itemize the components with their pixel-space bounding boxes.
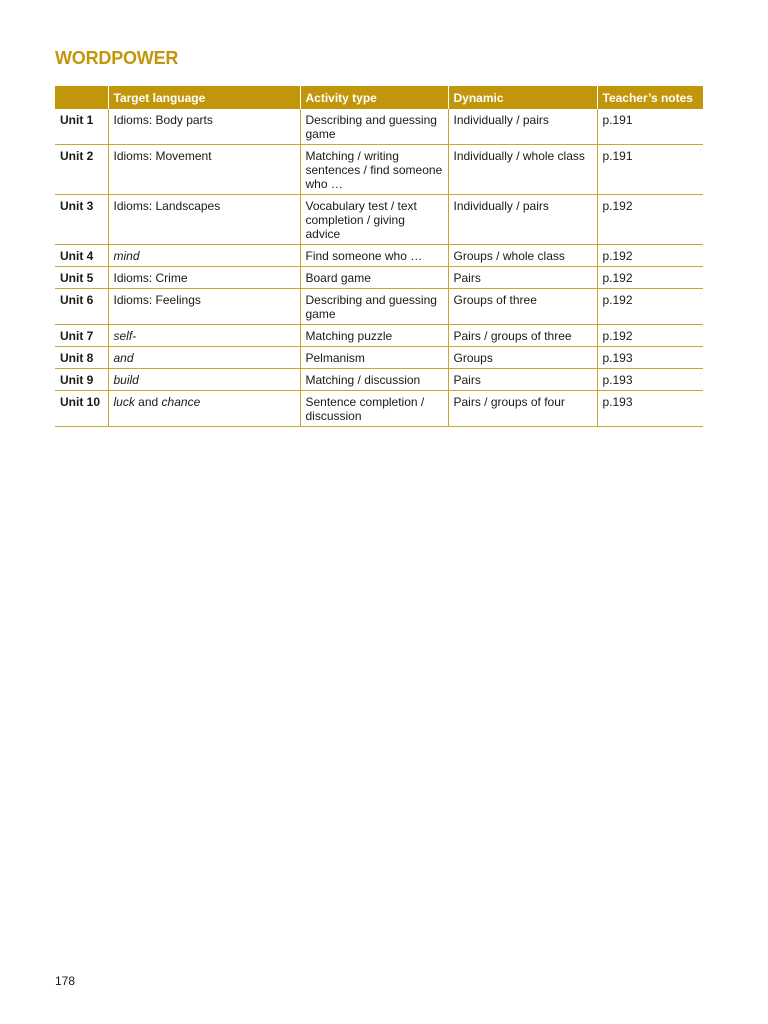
target-language-text: Idioms: Landscapes <box>113 199 221 213</box>
unit-cell: Unit 5 <box>55 267 108 289</box>
dynamic-cell: Pairs <box>448 369 597 391</box>
unit-cell: Unit 6 <box>55 289 108 325</box>
dynamic-cell: Groups <box>448 347 597 369</box>
header-target-language: Target language <box>108 86 300 109</box>
activity-type-cell: Find someone who … <box>300 245 448 267</box>
unit-cell: Unit 9 <box>55 369 108 391</box>
unit-cell: Unit 1 <box>55 109 108 145</box>
target-language-cell <box>108 325 300 347</box>
teachers-notes-cell: p.193 <box>597 369 703 391</box>
target-language-cell <box>108 289 300 325</box>
target-language-text: mind <box>113 249 140 263</box>
unit-cell: Unit 8 <box>55 347 108 369</box>
header-teachers-notes: Teacher’s notes <box>597 86 703 109</box>
target-language-cell <box>108 245 300 267</box>
activity-type-cell: Matching puzzle <box>300 325 448 347</box>
header-dynamic: Dynamic <box>448 86 597 109</box>
target-language-cell <box>108 145 300 195</box>
teachers-notes-cell: p.193 <box>597 347 703 369</box>
activity-type-cell: Describing and guessing game <box>300 289 448 325</box>
table-row <box>55 369 703 391</box>
target-language-cell <box>108 347 300 369</box>
activity-type-cell: Matching / discussion <box>300 369 448 391</box>
dynamic-cell: Groups of three <box>448 289 597 325</box>
table-row <box>55 347 703 369</box>
table-header <box>55 86 703 109</box>
dynamic-cell: Pairs / groups of three <box>448 325 597 347</box>
target-language-text: Idioms: Feelings <box>113 293 201 307</box>
dynamic-cell: Individually / pairs <box>448 195 597 245</box>
teachers-notes-cell: p.192 <box>597 245 703 267</box>
table-row <box>55 145 703 195</box>
unit-cell: Unit 4 <box>55 245 108 267</box>
section-title: WORDPOWER <box>55 48 179 68</box>
dynamic-cell: Groups / whole class <box>448 245 597 267</box>
activity-type-cell: Vocabulary test / text completion / giving advice <box>300 195 448 245</box>
table-row <box>55 195 703 245</box>
target-language-text: luck <box>113 395 135 409</box>
target-language-text: Idioms: Body parts <box>113 113 213 127</box>
teachers-notes-cell: p.191 <box>597 109 703 145</box>
target-language-text: build <box>113 373 139 387</box>
target-language-cell <box>108 391 300 427</box>
table-body <box>55 109 703 427</box>
table-row <box>55 109 703 145</box>
table-header-row <box>55 86 703 109</box>
activity-type-cell: Sentence completion / discussion <box>300 391 448 427</box>
target-language-text: Idioms: Movement <box>113 149 212 163</box>
unit-cell: Unit 10 <box>55 391 108 427</box>
dynamic-cell: Pairs / groups of four <box>448 391 597 427</box>
teachers-notes-cell: p.192 <box>597 195 703 245</box>
teachers-notes-cell: p.192 <box>597 325 703 347</box>
target-language-text: self- <box>113 329 137 343</box>
activity-type-cell: Pelmanism <box>300 347 448 369</box>
table-row <box>55 245 703 267</box>
activity-type-cell: Describing and guessing game <box>300 109 448 145</box>
page-number: 178 <box>55 974 76 988</box>
dynamic-cell: Individually / whole class <box>448 145 597 195</box>
table-row <box>55 391 703 427</box>
unit-cell: Unit 3 <box>55 195 108 245</box>
target-language-text: and <box>134 395 162 409</box>
target-language-cell <box>108 267 300 289</box>
target-language-text: chance <box>161 395 201 409</box>
table-row <box>55 289 703 325</box>
activity-type-cell: Matching / writing sentences / find someone who … <box>300 145 448 195</box>
table-row <box>55 325 703 347</box>
header-activity-type: Activity type <box>300 86 448 109</box>
table-row <box>55 267 703 289</box>
target-language-cell <box>108 195 300 245</box>
target-language-cell <box>108 369 300 391</box>
target-language-cell <box>108 109 300 145</box>
activity-type-cell: Board game <box>300 267 448 289</box>
teachers-notes-cell: p.192 <box>597 289 703 325</box>
teachers-notes-cell: p.191 <box>597 145 703 195</box>
unit-cell: Unit 2 <box>55 145 108 195</box>
dynamic-cell: Pairs <box>448 267 597 289</box>
teachers-notes-cell: p.192 <box>597 267 703 289</box>
dynamic-cell: Individually / pairs <box>448 109 597 145</box>
target-language-text: Idioms: Crime <box>113 271 188 285</box>
target-language-text: and <box>113 351 134 365</box>
wordpower-table <box>55 86 703 427</box>
unit-cell: Unit 7 <box>55 325 108 347</box>
header-unit <box>55 86 108 109</box>
teachers-notes-cell: p.193 <box>597 391 703 427</box>
